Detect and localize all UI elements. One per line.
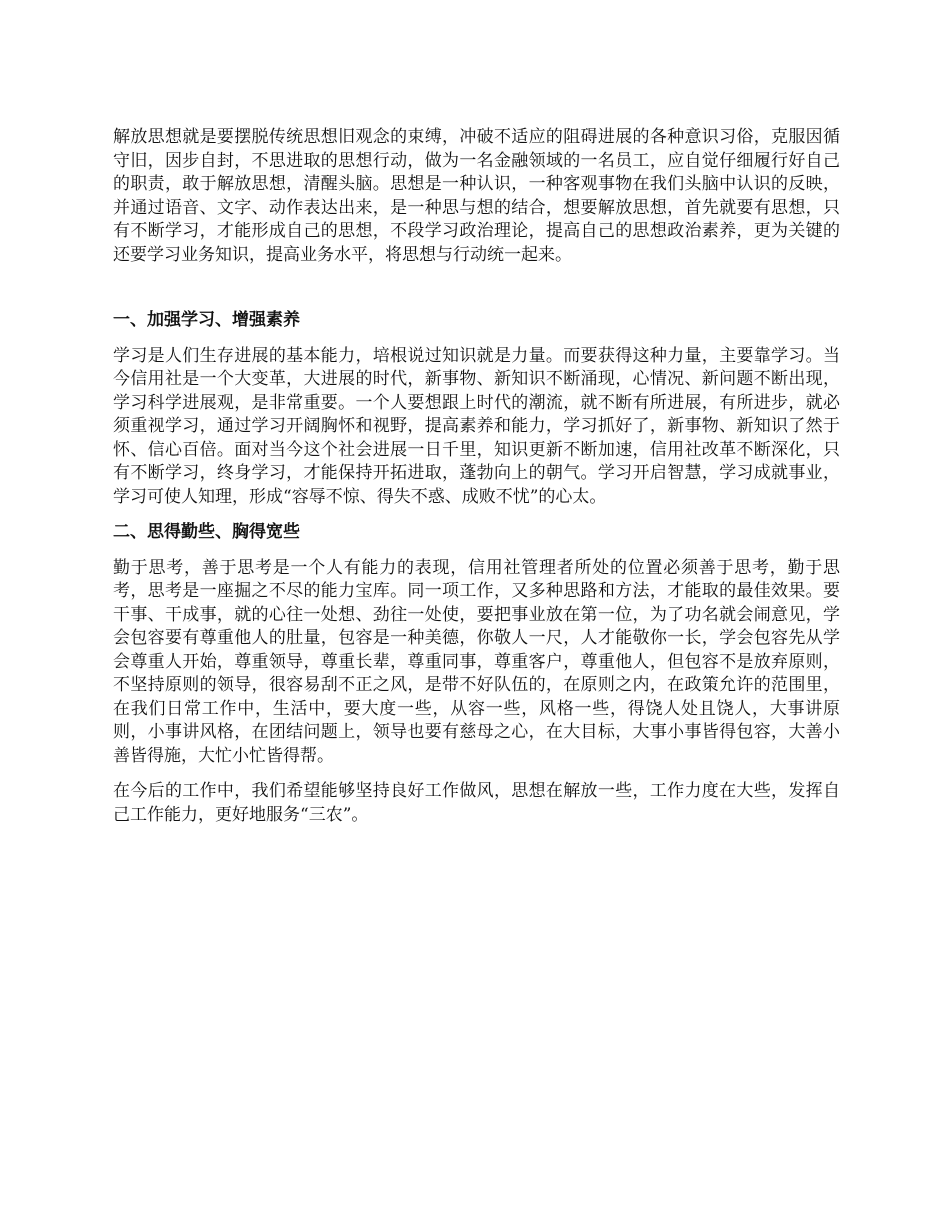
section-body-thinking: 勤于思考，善于思考是一个人有能力的表现，信用社管理者所处的位置必须善于思考，勤于思考，思考是一座掘之不尽的能力宝库。同一项工作，又多种思路和方法，才能取的最佳效果。要干事、干成事，就的心往一处想、劲往一处使，要把事业放在第一位，为了功名就会闹意见，学会包容要有尊重他人的肚量，包容是一种美德，你敬人一尺，人才能敬你一长，学会包容先从学会尊重人开始，尊重领导，尊重长辈，尊重同事，尊重客户，尊重他人，但包容不是放弃原则，不坚持原则的领导，很容易刮不正之风，是带不好队伍的，在原则之内，在政策允许的范围里，在我们日常工作中，生活中，要大度一些，从容一些，风格一些，得饶人处且饶人，大事讲原则，小事讲风格，在团结问题上，领导也要有慈母之心，在大目标，大事小事皆得包容，大善小善皆得施，大忙小忙皆得帮。 — [113, 557, 840, 766]
document-page — [113, 126, 840, 827]
closing-paragraph: 在今后的工作中，我们希望能够坚持良好工作做风，思想在解放一些，工作力度在大些，发挥自己工作能力，更好地服务“三农”。 — [113, 781, 840, 825]
section-body-study: 学习是人们生存进展的基本能力，培根说过知识就是力量。而要获得这种力量，主要靠学习。当今信用社是一个大变革，大进展的时代，新事物、新知识不断涌现，心情况、新问题不断出现，学习科学进展观，是非常重要。一个人要想跟上时代的潮流，就不断有所进展，有所进步，就必须重视学习，通过学习开阔胸怀和视野，提高素养和能力，学习抓好了，新事物、新知识了然于怀、信心百倍。面对当今这个社会进展一日千里，知识更新不断加速，信用社改革不断深化，只有不断学习，终身学习，才能保持开拓进取，蓬勃向上的朝气。学习开启智慧，学习成就事业，学习可使人知理，形成“容辱不惊、得失不惑、成败不忧”的心太。 — [113, 345, 840, 507]
section-heading-study: 一、加强学习、增强素养 — [113, 310, 300, 330]
intro-paragraph: 解放思想就是要摆脱传统思想旧观念的束缚，冲破不适应的阻碍进展的各种意识习俗，克服因循守旧，因步自封，不思进取的思想行动，做为一名金融领域的一名员工，应自觉仔细履行好自己的职责，敢于解放思想，清醒头脑。思想是一种认识，一种客观事物在我们头脑中认识的反映，并通过语音、文字、动作表达出来，是一种思与想的结合，想要解放思想，首先就要有思想，只有不断学习，才能形成自己的思想，不段学习政治理论，提高自己的思想政治素养，更为关键的还要学习业务知识，提高业务水平，将思想与行动统一起来。 — [113, 127, 840, 265]
section-heading-thinking: 二、思得勤些、胸得宽些 — [113, 522, 300, 542]
